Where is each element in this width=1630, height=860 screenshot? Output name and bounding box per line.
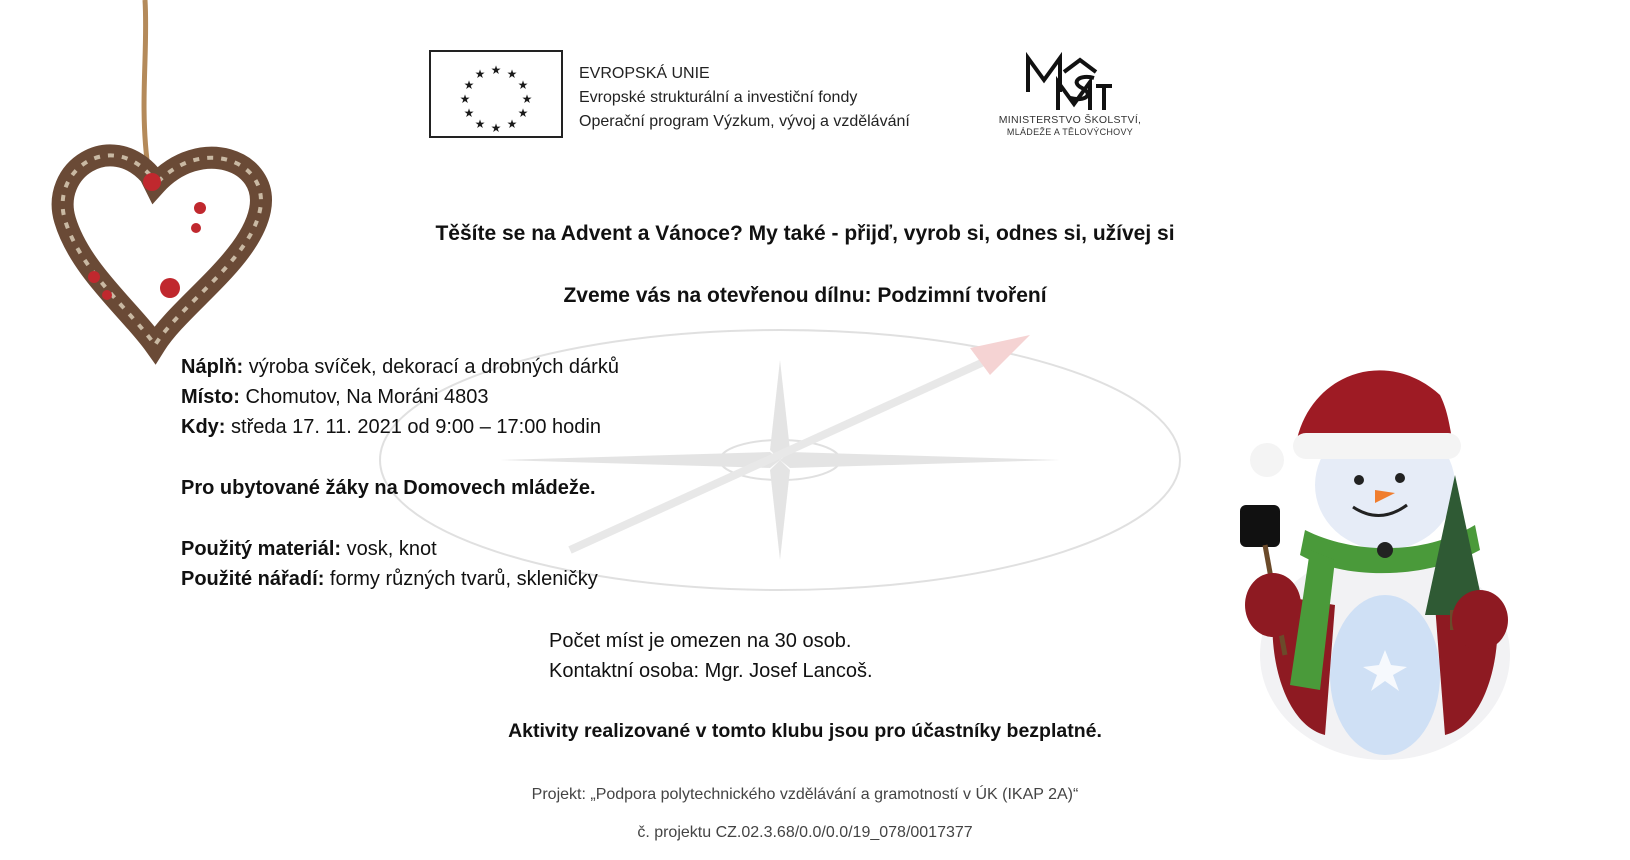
material-value: vosk, knot: [341, 538, 437, 560]
svg-text:★: ★: [517, 106, 529, 120]
contact-text: Kontaktní osoba: Mgr. Josef Lancoš.: [549, 660, 873, 682]
misto-value: Chomutov, Na Moráni 4803: [239, 386, 489, 408]
napln-value: výroba svíček, dekorací a drobných dárků: [243, 356, 619, 378]
napln-label: Náplň:: [181, 356, 244, 378]
msmt-line-1: MINISTERSTVO ŠKOLSTVÍ,: [998, 114, 1142, 126]
msmt-logo-mark: [1024, 52, 1114, 114]
detail-material: [181, 538, 437, 561]
footer-project-number: č. projektu CZ.02.3.68/0.0/0.0/19_078/0017377: [637, 824, 973, 841]
svg-text:★: ★: [490, 121, 502, 135]
svg-text:★: ★: [506, 67, 518, 81]
free-note: Aktivity realizované v tomto klubu jsou pro účastníky bezplatné.: [508, 720, 1102, 742]
capacity-text: Počet míst je omezen na 30 osob.: [549, 630, 852, 652]
eu-line-3: Operační program Výzkum, vývoj a vzdělávání: [579, 113, 910, 130]
detail-audience: Pro ubytované žáky na Domovech mládeže.: [181, 477, 596, 499]
kdy-label: Kdy:: [181, 416, 226, 438]
naradi-label: Použité nářadí:: [181, 568, 325, 590]
footer-project: Projekt: „Podpora polytechnického vzdělávání a gramotností v ÚK (IKAP 2A)“: [531, 786, 1079, 803]
svg-text:★: ★: [459, 92, 471, 106]
naradi-value: formy různých tvarů, skleničky: [324, 568, 598, 590]
misto-label: Místo:: [181, 386, 240, 408]
detail-kdy: [181, 416, 601, 439]
sub-heading: Zveme vás na otevřenou dílnu: Podzimní tvoření: [563, 284, 1047, 307]
heart-wreath-ornament: [20, 0, 290, 370]
msmt-line-2: MLÁDEŽE A TĚLOVÝCHOVY: [1006, 127, 1134, 137]
eu-line-2: Evropské strukturální a investiční fondy: [579, 89, 858, 106]
detail-naradi: [181, 568, 598, 591]
main-heading: Těšíte se na Advent a Vánoce? My také - přijď, vyrob si, odnes si, užívej si: [435, 222, 1175, 245]
svg-text:★: ★: [463, 78, 475, 92]
svg-text:★: ★: [490, 63, 502, 77]
eu-logo-text: [579, 62, 910, 134]
svg-text:★: ★: [474, 117, 486, 131]
svg-text:★: ★: [463, 106, 475, 120]
detail-napln: [181, 356, 619, 379]
material-label: Použitý materiál:: [181, 538, 342, 560]
svg-text:★: ★: [474, 67, 486, 81]
kdy-value: středa 17. 11. 2021 od 9:00 – 17:00 hodin: [225, 416, 601, 438]
eu-line-1: EVROPSKÁ UNIE: [579, 65, 710, 82]
eu-flag-logo: [429, 50, 563, 138]
svg-text:★: ★: [517, 78, 529, 92]
snowman-figure: [1235, 355, 1535, 765]
eu-stars-icon: [431, 52, 561, 136]
msmt-logo-text: [975, 114, 1165, 138]
svg-text:★: ★: [506, 117, 518, 131]
svg-text:★: ★: [521, 92, 533, 106]
detail-misto: [181, 386, 489, 409]
